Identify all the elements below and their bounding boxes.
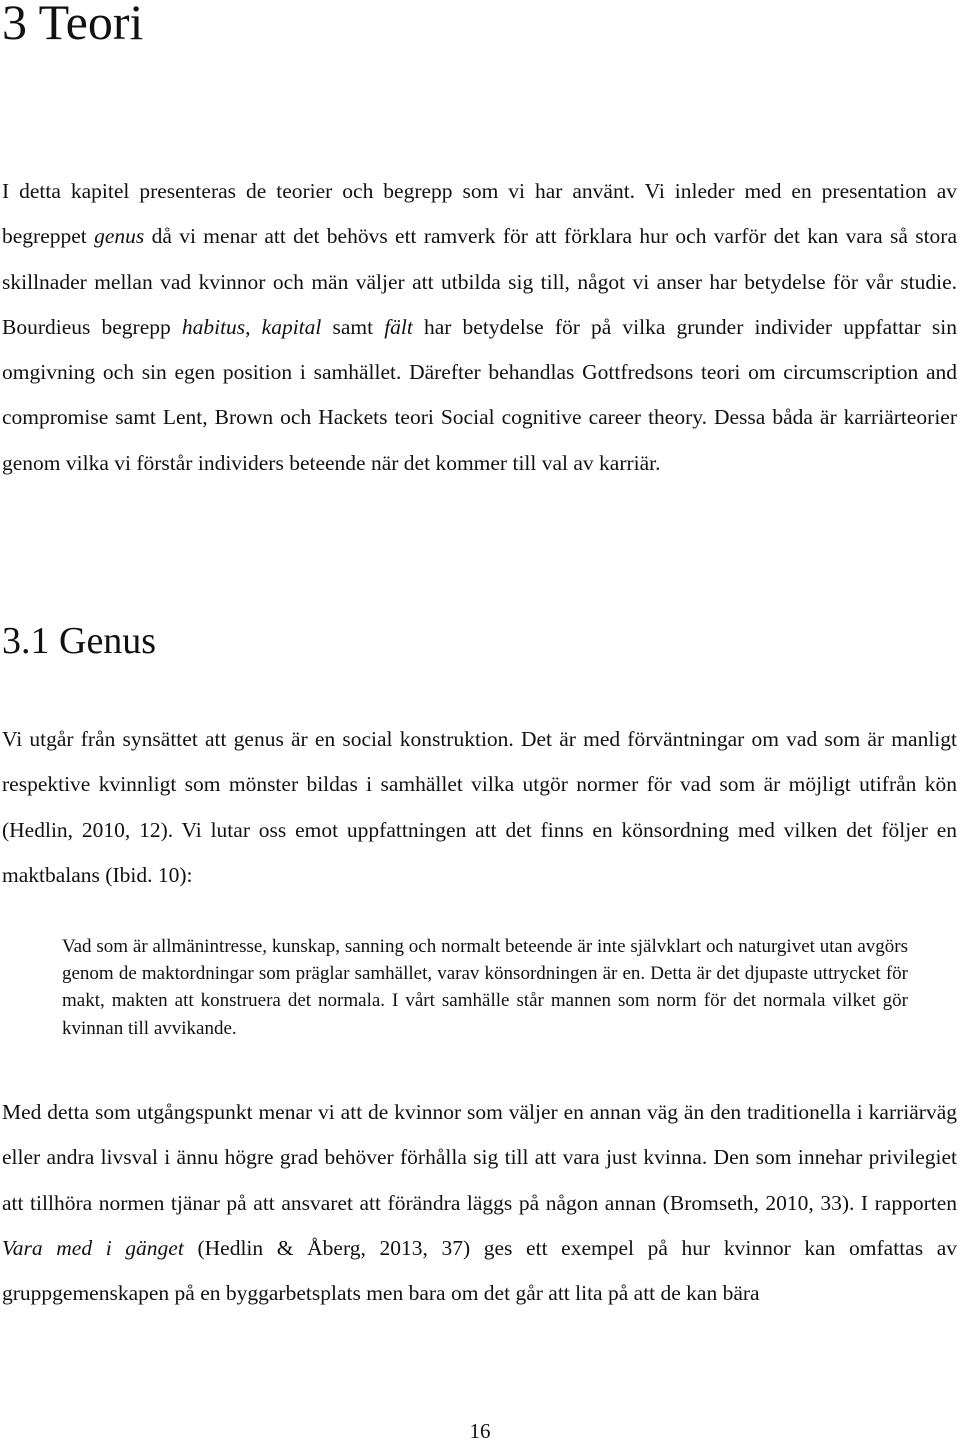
- chapter-heading: 3 Teori: [2, 0, 144, 50]
- block-quote: Vad som är allmänintresse, kunskap, sanning och normalt beteende är inte självklart och naturgivet utan avgörs genom de maktordningar som präglar samhället, varav könsordningen är en. Detta är det djupaste uttrycket för makt, makten att konstruera det normala. I vårt samhälle står mannen som norm för det normala vilket gör kvinnan till avvikande.: [62, 936, 908, 1039]
- term-habitus: habitus: [181, 314, 246, 339]
- intro-text-5: har betydelse för på vilka grunder individer uppfattar sin omgivning och sin egen position i samhället. Därefter behandlas Gottfredsons teori om circumscription and compromise samt Lent, Brown och Hackets teori Social cognitive career theory. Dessa båda är karriärteorier genom vilka vi förstår individers beteende när det kommer till val av karriär.: [2, 314, 957, 475]
- report-title: Vara med i gänget: [2, 1235, 184, 1260]
- paragraph2-text-2: (Hedlin & Åberg, 2013, 37) ges ett exempel på hur kvinnor kan omfattas av gruppgemenskapen på en byggarbetsplats men bara om det går att lita på att de kan bära: [2, 1235, 957, 1306]
- section-paragraph-2: [2, 1090, 957, 1316]
- paragraph2-text-1: Med detta som utgångspunkt menar vi att de kvinnor som väljer en annan väg än den traditionella i karriärväg eller andra livsval i ännu högre grad behöver förhålla sig till att vara just kvinna. Den som innehar privilegiet att tillhöra normen tjänar på att ansvaret att förändra läggs på någon annan (Bromseth, 2010, 33). I rapporten: [2, 1100, 957, 1215]
- intro-text-4: samt: [321, 314, 385, 339]
- term-kapital: kapital: [261, 314, 322, 339]
- page-number: 16: [469, 1419, 491, 1443]
- section-heading: 3.1 Genus: [2, 620, 157, 662]
- intro-text-2: då vi menar att det behövs ett ramverk för att förklara hur och varför det kan vara så stora skillnader mellan vad kvinnor och män väljer att utbilda sig till, något vi anser har betydelse för vår studie. Bourdieus begrepp: [2, 224, 957, 339]
- term-genus: genus: [94, 224, 145, 249]
- intro-paragraph: [2, 169, 957, 486]
- intro-text-1: I detta kapitel presenteras de teorier och begrepp som vi har använt. Vi inleder med en presentation av begreppet: [2, 179, 957, 249]
- term-falt: fält: [384, 314, 413, 339]
- section-paragraph-1: Vi utgår från synsättet att genus är en social konstruktion. Det är med förväntningar om vad som är manligt respektive kvinnligt som mönster bildas i samhället vilka utgör normer för vad som är möjligt utifrån kön (Hedlin, 2010, 12). Vi lutar oss emot uppfattningen att det finns en könsordning med vilken det följer en maktbalans (Ibid. 10):: [2, 727, 957, 887]
- intro-text-3: ,: [245, 314, 262, 339]
